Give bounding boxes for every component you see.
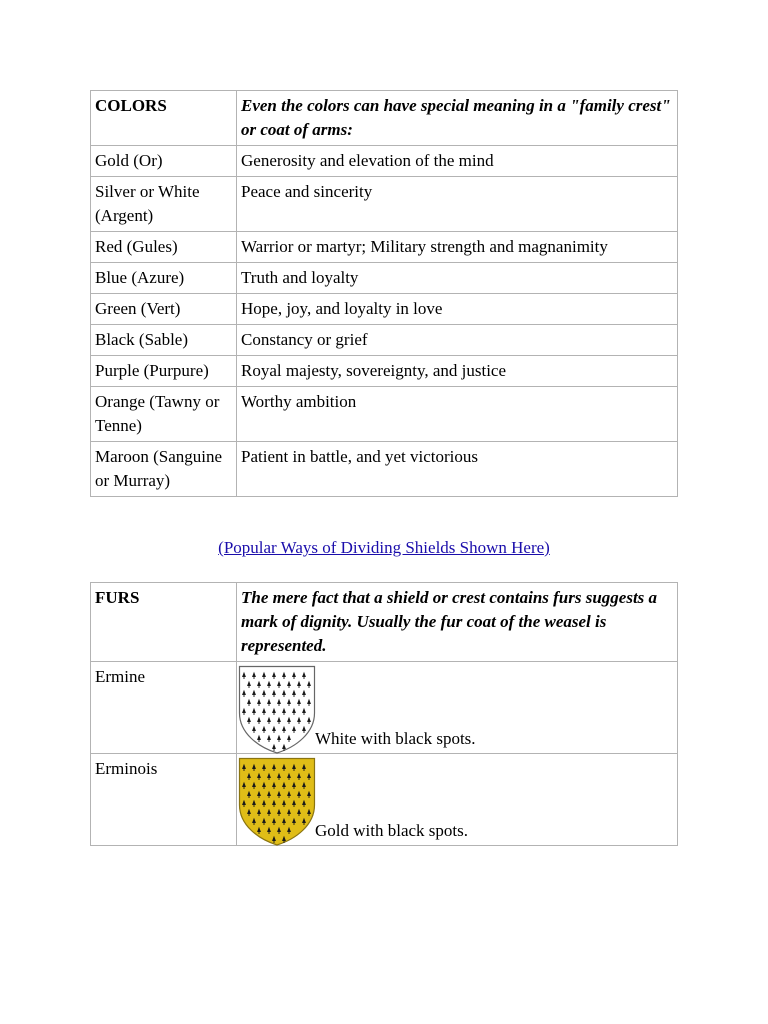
- table-row: [91, 325, 678, 356]
- table-row: [91, 294, 678, 325]
- color-meaning: Hope, joy, and loyalty in love: [237, 294, 678, 325]
- color-name: Green (Vert): [91, 294, 237, 325]
- table-row: [91, 263, 678, 294]
- color-name: Blue (Azure): [91, 263, 237, 294]
- color-name: Maroon (Sanguine or Murray): [91, 442, 237, 497]
- fur-name: Erminois: [91, 754, 237, 846]
- colors-header-label: COLORS: [91, 91, 237, 146]
- table-row: [91, 177, 678, 232]
- color-name: Gold (Or): [91, 146, 237, 177]
- color-meaning: Constancy or grief: [237, 325, 678, 356]
- color-name: Black (Sable): [91, 325, 237, 356]
- color-meaning: Worthy ambition: [237, 387, 678, 442]
- fur-sample-cell: [237, 662, 678, 754]
- color-meaning: Peace and sincerity: [237, 177, 678, 232]
- table-row: [91, 387, 678, 442]
- colors-header-description: Even the colors can have special meaning in a "family crest" or coat of arms:: [237, 91, 678, 146]
- dividing-shields-link-container: [90, 538, 678, 558]
- color-name: Orange (Tawny or Tenne): [91, 387, 237, 442]
- furs-header-row: [91, 583, 678, 662]
- erminois-shield-icon: [238, 757, 316, 847]
- color-name: Silver or White (Argent): [91, 177, 237, 232]
- fur-name: Ermine: [91, 662, 237, 754]
- color-meaning: Royal majesty, sovereignty, and justice: [237, 356, 678, 387]
- color-meaning: Patient in battle, and yet victorious: [237, 442, 678, 497]
- color-name: Purple (Purpure): [91, 356, 237, 387]
- ermine-shield-icon: [238, 665, 316, 755]
- table-row: [91, 146, 678, 177]
- table-row: [91, 232, 678, 263]
- furs-table: [90, 582, 678, 846]
- fur-caption: Gold with black spots.: [315, 821, 468, 840]
- fur-sample-cell: [237, 754, 678, 846]
- table-row: [91, 442, 678, 497]
- furs-header-label: FURS: [91, 583, 237, 662]
- color-name: Red (Gules): [91, 232, 237, 263]
- color-meaning: Warrior or martyr; Military strength and magnanimity: [237, 232, 678, 263]
- fur-caption: White with black spots.: [315, 729, 476, 748]
- colors-table: [90, 90, 678, 497]
- table-row: [91, 662, 678, 754]
- furs-header-description: The mere fact that a shield or crest contains furs suggests a mark of dignity. Usually the fur coat of the weasel is represented.: [237, 583, 678, 662]
- table-row: [91, 754, 678, 846]
- dividing-shields-link[interactable]: (Popular Ways of Dividing Shields Shown Here): [218, 538, 550, 557]
- table-row: [91, 356, 678, 387]
- colors-header-row: [91, 91, 678, 146]
- color-meaning: Generosity and elevation of the mind: [237, 146, 678, 177]
- color-meaning: Truth and loyalty: [237, 263, 678, 294]
